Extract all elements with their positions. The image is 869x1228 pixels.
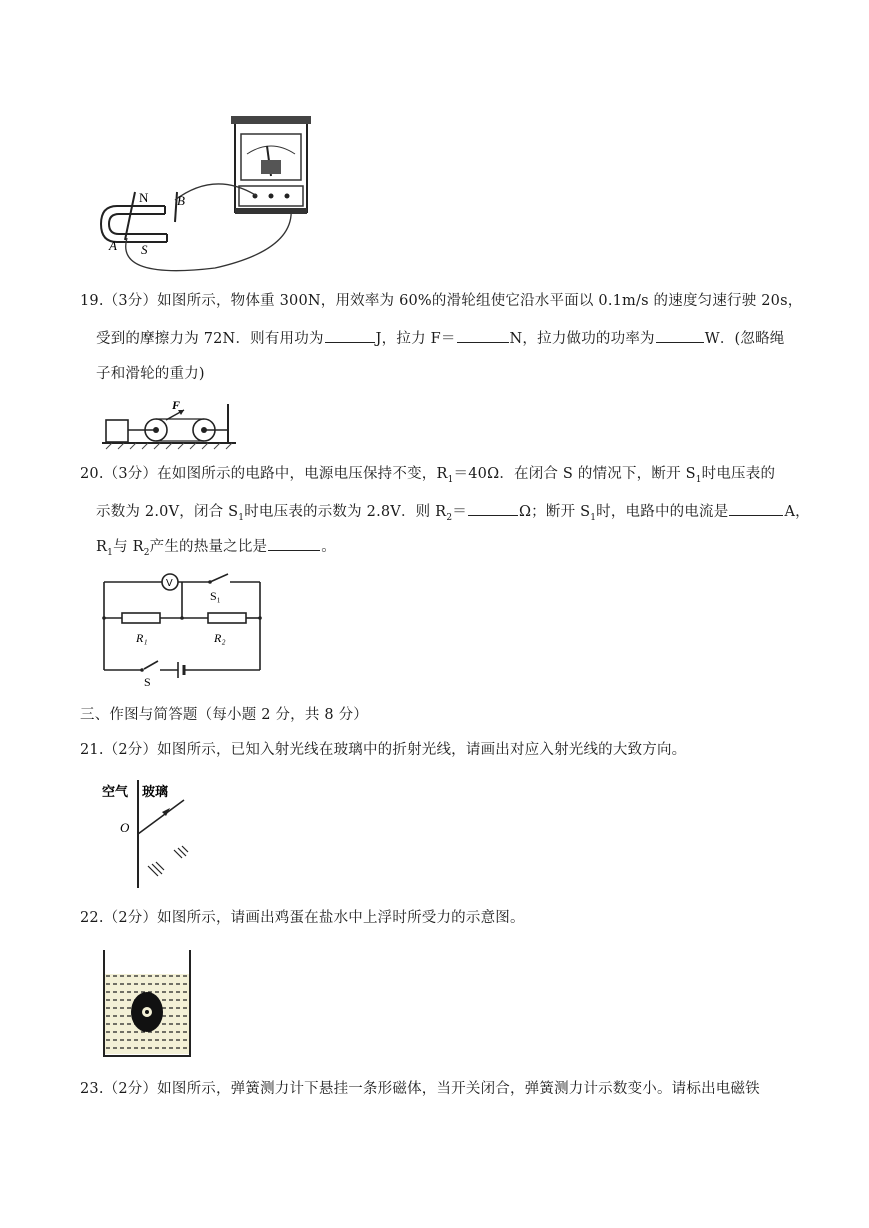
air-label: 空气 [102,785,129,800]
q20-sub-3: 1 [238,512,245,523]
q19-line-1: 19.（3分）如图所示，物体重 300N，用效率为 60%的滑轮组使它沿水平面以 0.1m/s 的速度匀速行驶 20s， [80,293,803,309]
q20-sub-2: 1 [695,474,702,485]
q20-text-2i: A， [784,504,810,520]
q20-text-2h: 时，电路中的电流是 [596,504,729,520]
q20-line-1 [80,464,775,490]
q19-line-3: 子和滑轮的重力) [96,366,205,382]
q20-blank-r2[interactable] [468,501,518,516]
q20-sub-6: 1 [107,547,114,558]
magnet-s-label: S [141,242,148,257]
resistor-r2-label: R₂ [214,631,226,645]
q20-text-c: ＝40Ω．在闭合 S 的情况下，断开 S [453,466,696,482]
q20-text-2c: 时电压表的示数为 2.8V．则 R [244,504,447,520]
q20-line-2 [96,501,810,528]
magnet-n-label: N [139,190,149,205]
q19-text-b: J，拉力 F＝ [375,331,456,347]
refraction-figure [98,778,208,890]
point-o-label: O [120,820,130,835]
q20-text-3c: 与 R [113,539,144,555]
q20-sub-4: 2 [446,512,453,523]
switch-s-label: S [144,675,151,688]
q19-blank-force[interactable] [457,328,509,343]
q20-text-2e: ＝ [452,504,467,520]
voltmeter-label: V [166,578,173,589]
q20-text-3a: R [96,539,108,555]
q20-text-2f: Ω；断开 S [518,504,591,520]
q19-text-d: W．(忽略绳 [704,331,785,347]
q19-blank-power[interactable] [656,328,704,343]
q19-blank-work[interactable] [325,328,375,343]
q19-line-2 [96,328,785,349]
q23-text: 23.（2分）如图所示，弹簧测力计下悬挂一条形磁体，当开关闭合，弹簧测力计示数变小。请标出电磁铁 [80,1081,760,1097]
resistor-r1-label: R₁ [136,631,148,645]
switch-s1-label: S₁ [210,589,221,603]
section-3-heading: 三、作图与简答题（每小题 2 分，共 8 分） [80,707,368,723]
q20-sub-7: 2 [143,547,150,558]
q20-blank-current[interactable] [729,501,783,516]
q19-text-c: N，拉力做功的功率为 [509,331,655,347]
q20-text-3e: 产生的热量之比是 [149,539,268,555]
q20-text-3f: 。 [321,539,336,555]
q20-text-a: 20.（3分）在如图所示的电路中，电源电压保持不变，R [80,466,448,482]
circuit-figure [100,570,270,688]
q20-sub-1: 1 [447,474,454,485]
q20-text-e: 时电压表的 [701,466,776,482]
egg-in-salt-water-figure [100,948,194,1060]
q20-blank-heat-ratio[interactable] [268,536,320,551]
point-a-label: A [109,238,117,253]
pulley-figure [100,396,250,450]
q22-text: 22.（2分）如图所示，请画出鸡蛋在盐水中上浮时所受力的示意图。 [80,910,525,926]
q21-text: 21.（2分）如图所示，已知入射光线在玻璃中的折射光线，请画出对应入射光线的大致方向。 [80,742,687,758]
q20-text-2a: 示数为 2.0V，闭合 S [96,504,239,520]
q20-sub-5: 1 [590,512,597,523]
point-b-label: B [177,193,185,208]
galvanometer-magnet-figure [95,110,325,280]
glass-label: 玻璃 [142,785,169,800]
q19-text-a: 受到的摩擦力为 72N．则有用功为 [96,331,324,347]
force-f-label: F [172,398,181,412]
q20-line-3 [96,536,336,563]
